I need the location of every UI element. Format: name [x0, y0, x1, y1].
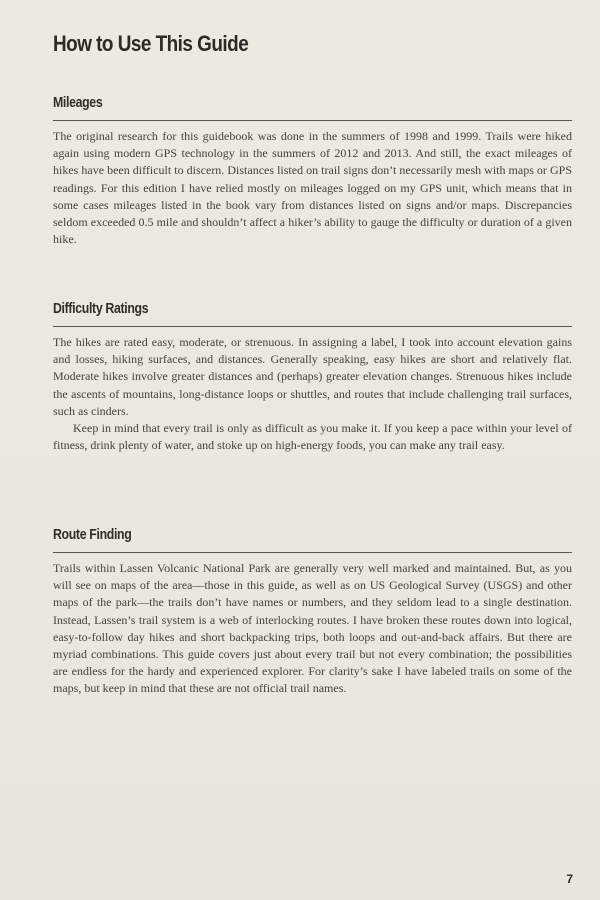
section-divider — [53, 552, 572, 553]
paragraph: The original research for this guidebook was done in the summers of 1998 and 1999. Trails were hiked again using modern GPS technology in the summers of 2012 and 2013. And still, the exact mileages of hikes have been difficult to discern. Distances listed on trail signs don’t necessarily mesh with maps or GPS readings. For this edition I have relied mostly on mileages logged on my GPS unit, which means that in some cases mileages listed in the book vary from distances listed on signs and/or maps. Discrepancies seldom exceeded 0.5 mile and shouldn’t affect a hiker’s ability to gauge the difficulty or duration of a given hike. — [53, 129, 572, 247]
paragraph: Trails within Lassen Volcanic National Park are generally very well marked and maintained. But, as you will see on maps of the area—those in this guide, as well as on US Geological Survey (USGS) and other maps of the park—the trails don’t have names or numbers, and they seldom lead to a single destination. Instead, Lassen’s trail system is a web of interlocking routes. I have broken these routes down into logical, easy-to-follow day hikes and short backpacking trips, both loops and out-and-back affairs. But there are myriad combinations. This guide covers just about every trail but not every combination; the possibilities are endless for the hardy and experienced explorer. For clarity’s sake I have labeled trails on some of the maps, but keep in mind that these are not official trail names. — [53, 561, 572, 696]
section-heading-route-finding: Route Finding — [53, 526, 132, 543]
section-body-mileages — [53, 128, 572, 248]
section-heading-difficulty-ratings: Difficulty Ratings — [53, 300, 149, 317]
section-divider — [53, 120, 572, 121]
page-title: How to Use This Guide — [53, 31, 249, 56]
section-body-difficulty-ratings — [53, 334, 572, 454]
paragraph: Keep in mind that every trail is only as difficult as you make it. If you keep a pace within your level of fitness, drink plenty of water, and stoke up on high-energy foods, you can make any trail easy. — [53, 421, 572, 453]
section-body-route-finding — [53, 560, 572, 698]
page-number: 7 — [566, 872, 573, 886]
section-heading-mileages: Mileages — [53, 94, 103, 111]
section-divider — [53, 326, 572, 327]
paragraph: The hikes are rated easy, moderate, or strenuous. In assigning a label, I took into account elevation gains and losses, hiking surfaces, and distances. Generally speaking, easy hikes are short and relatively flat. Moderate hikes involve greater distances and (perhaps) greater elevation changes. Strenuous hikes include the ascents of mountains, long-distance loops or shuttles, and routes that include challenging trail surfaces, such as cinders. — [53, 335, 572, 418]
